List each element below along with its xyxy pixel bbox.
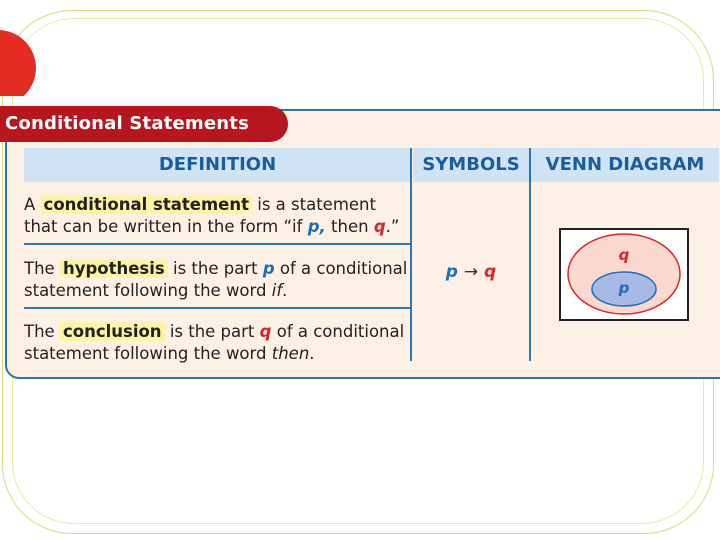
variable-q: q	[373, 217, 386, 236]
symbol-p: p	[445, 262, 458, 282]
column-divider-2	[529, 148, 531, 361]
definition-row-conclusion	[24, 321, 412, 365]
conditional-symbol	[412, 262, 530, 282]
row-text-post: of a conditional statement following the word	[24, 259, 408, 300]
row-end: .”	[385, 217, 400, 236]
symbol-q: q	[484, 262, 497, 282]
row-divider-2	[24, 307, 411, 309]
row-text-then: then	[331, 217, 369, 236]
header-symbols: SYMBOLS	[413, 148, 529, 182]
definition-row-conditional	[24, 194, 412, 238]
row-text: is the part	[172, 259, 258, 278]
definition-row-hypothesis	[24, 258, 412, 302]
venn-label-q: q	[618, 246, 630, 264]
card-title: Conditional Statements	[0, 106, 288, 142]
venn-diagram	[559, 228, 689, 321]
row-prefix: The	[24, 259, 55, 278]
row-end: .	[282, 281, 288, 300]
arrow-icon: →	[463, 262, 479, 282]
variable-q: q	[259, 322, 272, 341]
term-conclusion: conclusion	[60, 322, 165, 341]
keyword-then: then	[271, 344, 310, 363]
row-text: is a statement that can be written in the form “if	[24, 195, 376, 236]
variable-p: p,	[307, 217, 326, 236]
row-divider-1	[24, 243, 411, 245]
row-text: is the part	[169, 322, 255, 341]
header-venn-diagram: VENN DIAGRAM	[531, 148, 719, 182]
header-definition: DEFINITION	[24, 148, 411, 182]
keyword-if: if	[271, 281, 283, 300]
term-conditional-statement: conditional statement	[41, 195, 252, 214]
term-hypothesis: hypothesis	[60, 259, 168, 278]
variable-p: p	[262, 259, 275, 278]
row-end: .	[309, 344, 315, 363]
row-text-post: of a conditional statement following the word	[24, 322, 405, 363]
row-prefix: A	[24, 195, 36, 214]
venn-svg	[561, 230, 687, 319]
venn-label-p: p	[618, 279, 630, 297]
row-prefix: The	[24, 322, 55, 341]
